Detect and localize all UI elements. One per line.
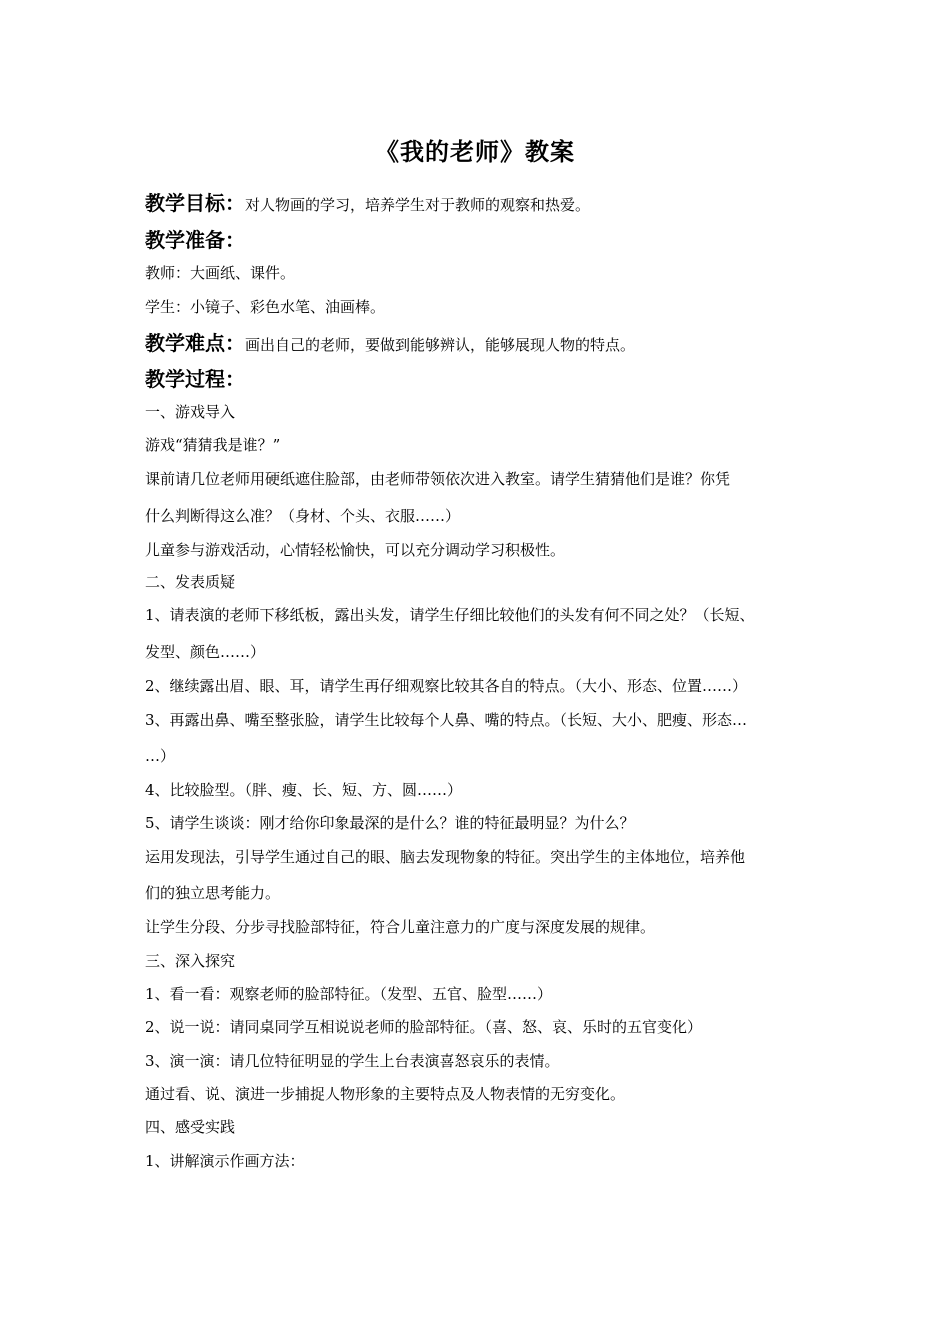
body-line: 儿童参与游戏活动，心情轻松愉快，可以充分调动学习积极性。 <box>145 541 566 559</box>
difficulty-section <box>145 327 835 356</box>
body-line: 通过看、说、演进一步捕捉人物形象的主要特点及人物表情的无穷变化。 <box>145 1085 626 1103</box>
body-line: 课前请几位老师用硬纸遮住脸部，由老师带领依次进入教室。请学生猜猜他们是谁？你凭 <box>145 470 731 488</box>
body-line: 3、演一演：请几位特征明显的学生上台表演喜怒哀乐的表情。 <box>145 1052 560 1070</box>
difficulty-heading: 教学难点： <box>145 331 245 355</box>
body-line: 们的独立思考能力。 <box>145 884 281 902</box>
body-line: 二、发表质疑 <box>145 573 236 591</box>
prep-student-line: 学生：小镜子、彩色水笔、油画棒。 <box>145 298 386 316</box>
document-title: 《我的老师》教案 <box>375 137 575 166</box>
body-line: 运用发现法，引导学生通过自己的眼、脑去发现物象的特征。突出学生的主体地位，培养他 <box>145 848 746 866</box>
body-line: 1、讲解演示作画方法： <box>145 1152 305 1170</box>
body-line: 三、深入探究 <box>145 952 236 970</box>
body-line: 3、再露出鼻、嘴至整张脸，请学生比较每个人鼻、嘴的特点。（长短、大小、肥瘦、形态… <box>145 711 748 729</box>
difficulty-text: 画出自己的老师，要做到能够辨认，能够展现人物的特点。 <box>245 336 636 354</box>
body-line: 让学生分段、分步寻找脸部特征，符合儿童注意力的广度与深度发展的规律。 <box>145 918 656 936</box>
body-line: 1、请表演的老师下移纸板，露出头发，请学生仔细比较他们的头发有何不同之处？（长短、 <box>145 606 755 624</box>
prep-teacher-line: 教师：大画纸、课件。 <box>145 264 296 282</box>
goal-heading: 教学目标： <box>145 191 245 215</box>
body-line: 1、看一看：观察老师的脸部特征。（发型、五官、脸型……） <box>145 985 553 1003</box>
prep-heading: 教学准备： <box>145 228 245 252</box>
goal-text: 对人物画的学习，培养学生对于教师的观察和热爱。 <box>245 196 591 214</box>
body-line: 一、游戏导入 <box>145 403 236 421</box>
process-section <box>145 363 835 392</box>
body-line: 2、继续露出眉、眼、耳，请学生再仔细观察比较其各自的特点。（大小、形态、位置……） <box>145 677 748 695</box>
body-line: 游戏“猜猜我是谁？” <box>145 436 281 454</box>
process-heading: 教学过程： <box>145 367 245 391</box>
prep-section <box>145 224 835 253</box>
goal-section <box>145 187 835 216</box>
body-line: 什么判断得这么准？（身材、个头、衣服……） <box>145 507 461 525</box>
body-line: …） <box>145 747 176 765</box>
body-line: 5、请学生谈谈：刚才给你印象最深的是什么？谁的特征最明显？为什么？ <box>145 814 635 832</box>
body-line: 2、说一说：请同桌同学互相说说老师的脸部特征。（喜、怒、哀、乐时的五官变化） <box>145 1018 703 1036</box>
body-line: 4、比较脸型。（胖、瘦、长、短、方、圆……） <box>145 781 463 799</box>
body-line: 发型、颜色……） <box>145 643 266 661</box>
body-line: 四、感受实践 <box>145 1118 236 1136</box>
